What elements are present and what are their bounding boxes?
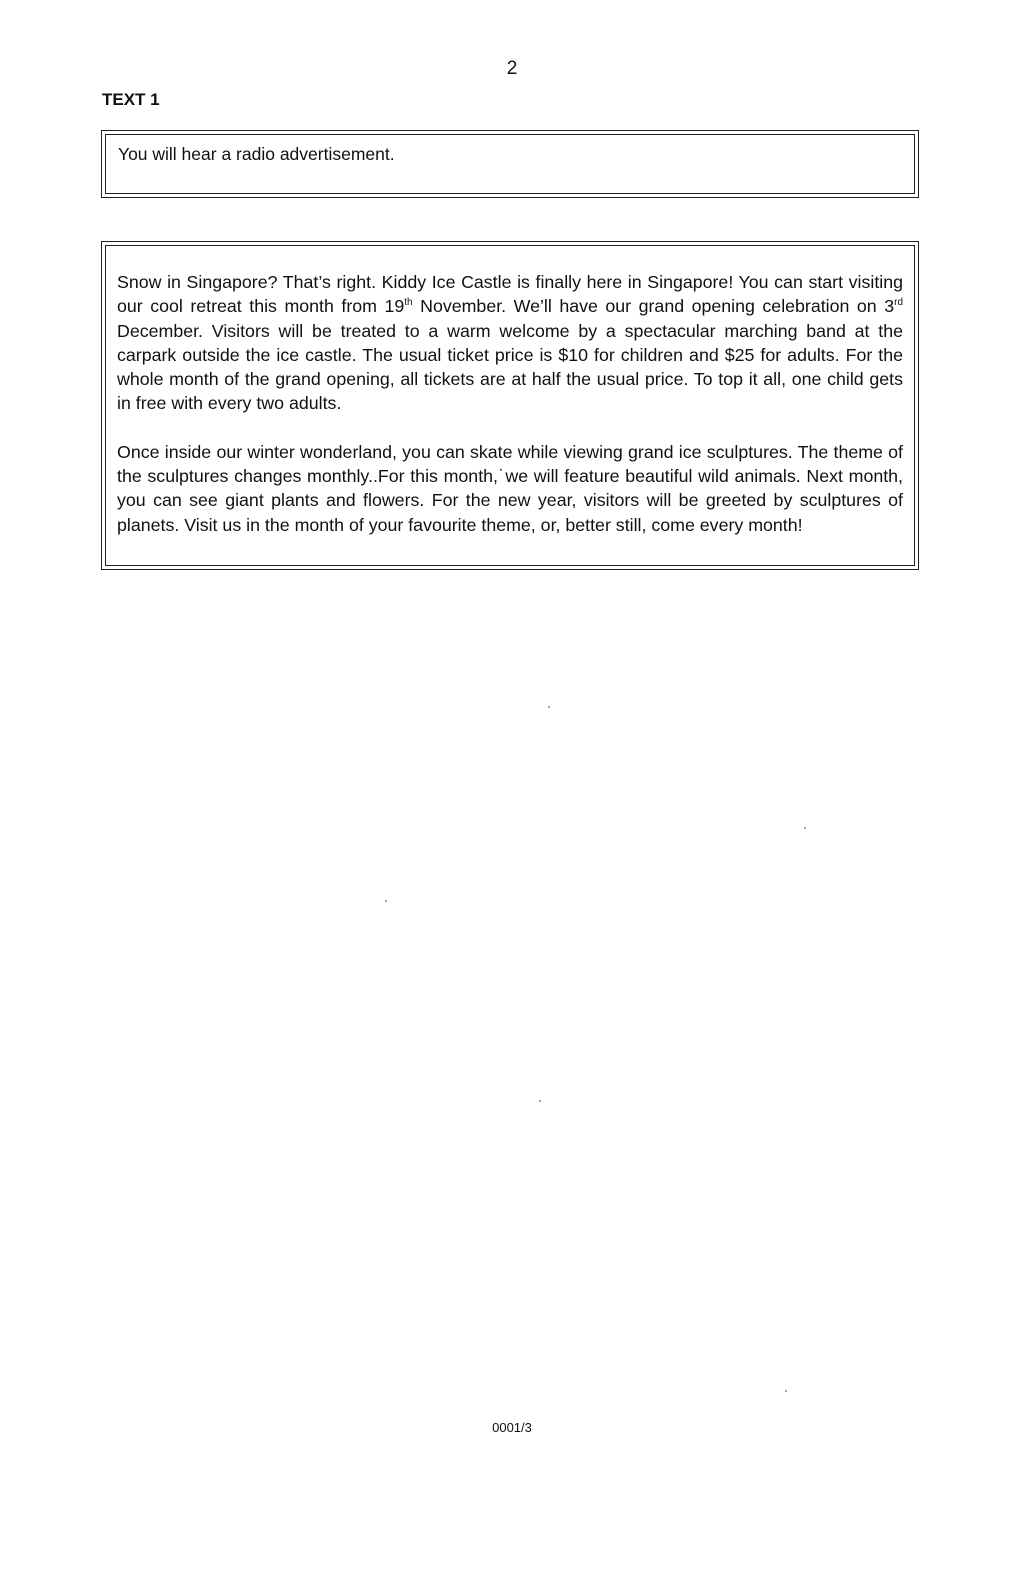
scan-speck [785, 1390, 787, 1392]
page-number: 2 [506, 58, 518, 79]
instruction-box [101, 130, 919, 198]
p1-text-c: December. Visitors will be treated to a warm welcome by a spectacular marching band at the carpark outside the ice castle. The usual ticket price is $10 for children and $25 for adults. For the whole month of the grand opening, all tickets are at half the usual price. To top it all, one child gets in free with every two adults. [117, 320, 903, 414]
ordinal-suffix-th: th [404, 297, 413, 309]
transcript-paragraph-1 [117, 270, 903, 416]
scan-speck [548, 706, 550, 708]
p1-text-b: November. We’ll have our grand opening celebration on 3 [412, 296, 895, 317]
scan-speck [539, 1100, 541, 1102]
instruction-text: You will hear a radio advertisement. [105, 134, 915, 194]
ordinal-suffix-rd: rd [894, 297, 904, 309]
transcript-box [101, 241, 919, 570]
p1-text-a: Snow in Singapore? That’s right. Kiddy Ice Castle is finally here in Singapore! You can start visiting our cool retreat this month from 19 [117, 272, 903, 317]
scan-speck [385, 900, 387, 902]
section-title: TEXT 1 [102, 90, 160, 109]
footer-code: 0001/3 [492, 1420, 532, 1435]
transcript-body [105, 245, 915, 566]
transcript-paragraph-2: Once inside our winter wonderland, you can skate while viewing grand ice sculptures. The theme of the sculptures changes monthly..For this month,˙we will feature beautiful wild animals. Next month, you can see giant plants and flowers. For the new year, visitors will be greeted by sculptures of planets. Visit us in the month of your favourite theme, or, better still, come every month! [117, 441, 903, 535]
scan-speck [804, 827, 806, 829]
